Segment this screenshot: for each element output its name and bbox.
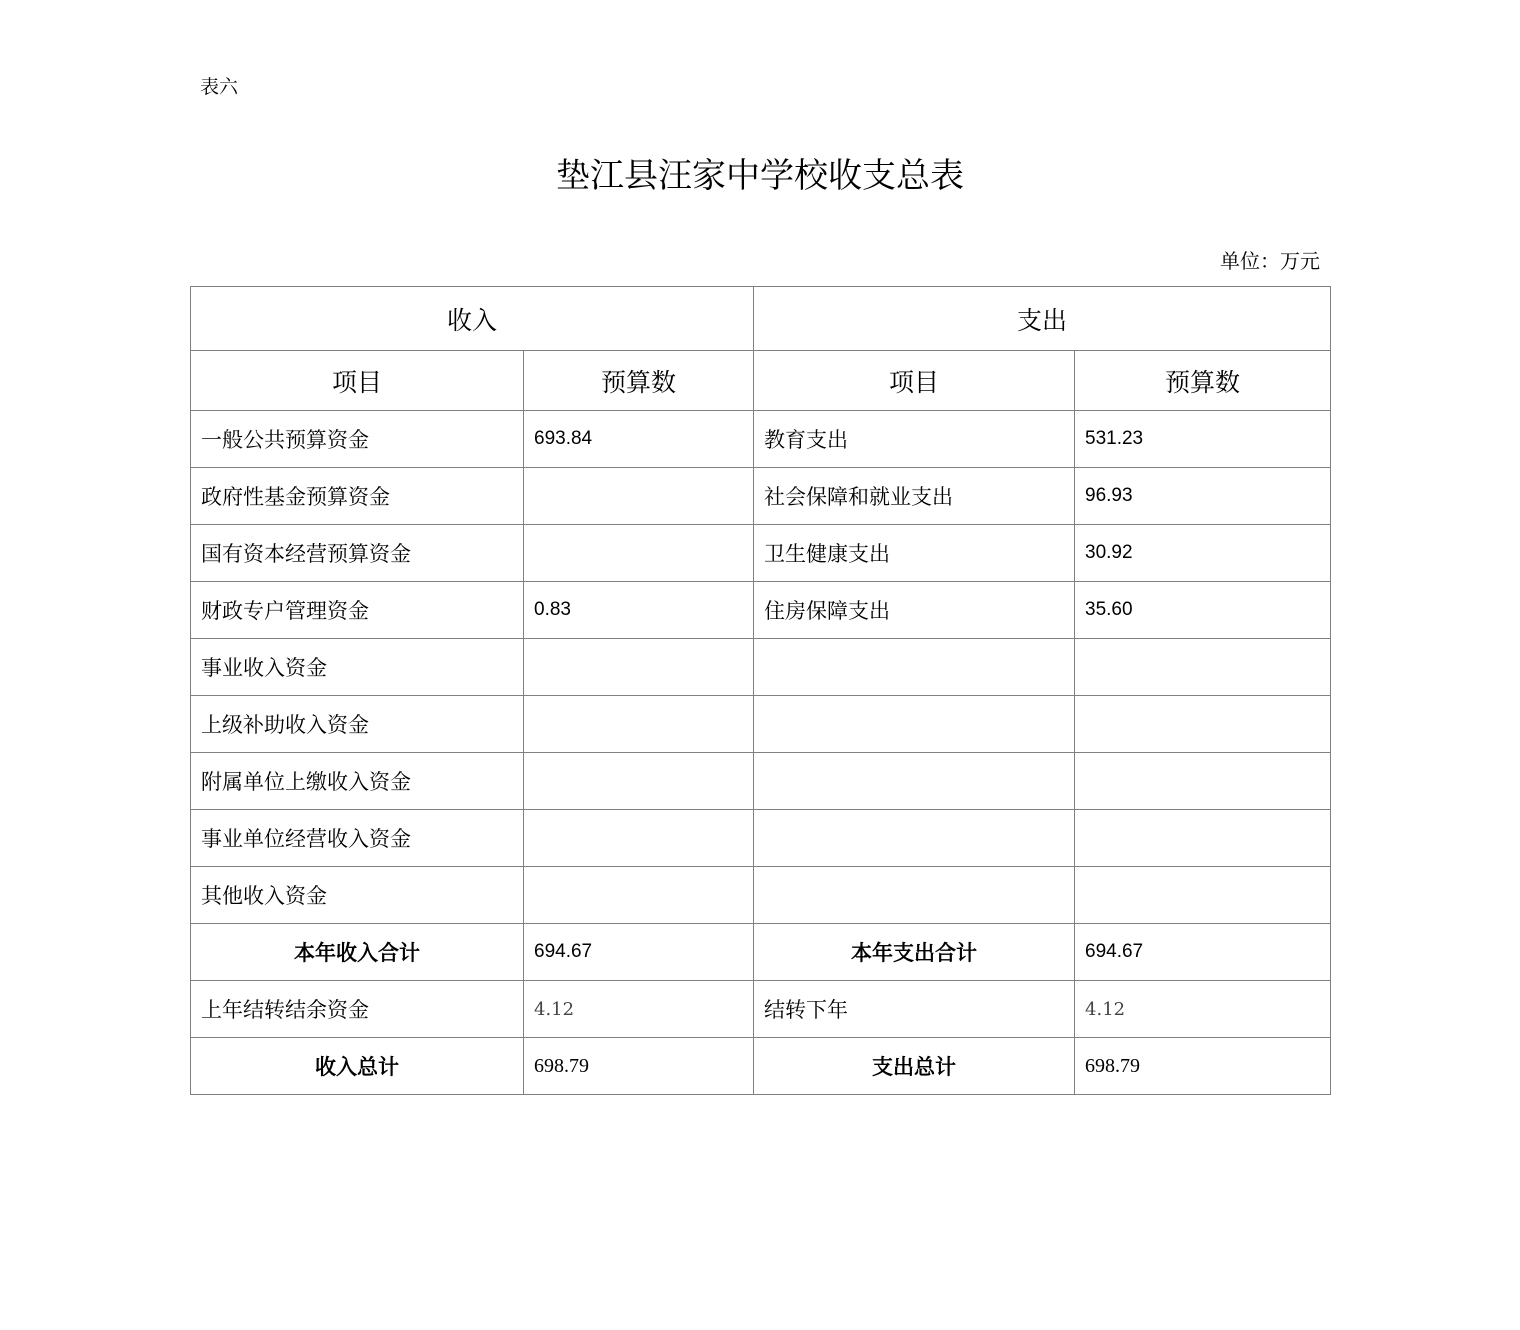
income-carryover-label: 上年结转结余资金: [191, 981, 524, 1038]
expense-budget-cell: [1075, 867, 1331, 924]
expense-item-cell: [754, 867, 1075, 924]
table-row: [191, 639, 1331, 696]
unit-label: 单位：万元: [1220, 249, 1320, 273]
income-budget-cell: [524, 468, 754, 525]
income-budget-cell: [524, 810, 754, 867]
table-row: [191, 867, 1331, 924]
income-item-header: 项目: [191, 351, 524, 411]
income-budget-cell: [524, 639, 754, 696]
carryover-row: [191, 981, 1331, 1038]
income-budget-cell: [524, 696, 754, 753]
income-item-cell: 事业收入资金: [191, 639, 524, 696]
expense-subtotal-label: 本年支出合计: [754, 924, 1075, 981]
expense-carryover-value: 4.12: [1075, 981, 1331, 1038]
table-row: [191, 696, 1331, 753]
page-title: 垫江县汪家中学校收支总表: [556, 156, 964, 196]
income-budget-cell: [524, 525, 754, 582]
income-item-cell: 一般公共预算资金: [191, 411, 524, 468]
income-item-cell: 事业单位经营收入资金: [191, 810, 524, 867]
income-subtotal-label: 本年收入合计: [191, 924, 524, 981]
expense-budget-cell: 96.93: [1075, 468, 1331, 525]
expense-carryover-label: 结转下年: [754, 981, 1075, 1038]
expense-item-cell: [754, 810, 1075, 867]
income-item-cell: 国有资本经营预算资金: [191, 525, 524, 582]
income-carryover-value: 4.12: [524, 981, 754, 1038]
group-header-row: [191, 287, 1331, 351]
income-budget-cell: 693.84: [524, 411, 754, 468]
total-row: [191, 1038, 1331, 1095]
income-expense-summary-table: [190, 286, 1331, 1095]
income-item-cell: 上级补助收入资金: [191, 696, 524, 753]
expense-total-value: 698.79: [1075, 1038, 1331, 1095]
expense-item-header: 项目: [754, 351, 1075, 411]
table-row: [191, 753, 1331, 810]
income-total-value: 698.79: [524, 1038, 754, 1095]
income-item-cell: 其他收入资金: [191, 867, 524, 924]
expense-budget-cell: [1075, 810, 1331, 867]
expense-budget-cell: [1075, 639, 1331, 696]
income-budget-header: 预算数: [524, 351, 754, 411]
income-group-header: 收入: [191, 287, 754, 351]
income-budget-cell: 0.83: [524, 582, 754, 639]
expense-budget-cell: 30.92: [1075, 525, 1331, 582]
expense-item-cell: 住房保障支出: [754, 582, 1075, 639]
expense-total-label: 支出总计: [754, 1038, 1075, 1095]
expense-budget-header: 预算数: [1075, 351, 1331, 411]
expense-item-cell: 教育支出: [754, 411, 1075, 468]
income-budget-cell: [524, 753, 754, 810]
income-item-cell: 附属单位上缴收入资金: [191, 753, 524, 810]
expense-item-cell: 卫生健康支出: [754, 525, 1075, 582]
subtotal-row: [191, 924, 1331, 981]
table-row: [191, 582, 1331, 639]
expense-item-cell: [754, 696, 1075, 753]
expense-subtotal-value: 694.67: [1075, 924, 1331, 981]
expense-group-header: 支出: [754, 287, 1331, 351]
expense-budget-cell: 35.60: [1075, 582, 1331, 639]
income-item-cell: 财政专户管理资金: [191, 582, 524, 639]
expense-budget-cell: 531.23: [1075, 411, 1331, 468]
table-row: [191, 468, 1331, 525]
expense-item-cell: [754, 753, 1075, 810]
income-subtotal-value: 694.67: [524, 924, 754, 981]
table-row: [191, 810, 1331, 867]
table-row: [191, 525, 1331, 582]
income-total-label: 收入总计: [191, 1038, 524, 1095]
column-header-row: [191, 351, 1331, 411]
income-item-cell: 政府性基金预算资金: [191, 468, 524, 525]
expense-item-cell: [754, 639, 1075, 696]
expense-budget-cell: [1075, 696, 1331, 753]
expense-item-cell: 社会保障和就业支出: [754, 468, 1075, 525]
income-budget-cell: [524, 867, 754, 924]
table-row: [191, 411, 1331, 468]
expense-budget-cell: [1075, 753, 1331, 810]
table-number-label: 表六: [200, 76, 239, 98]
